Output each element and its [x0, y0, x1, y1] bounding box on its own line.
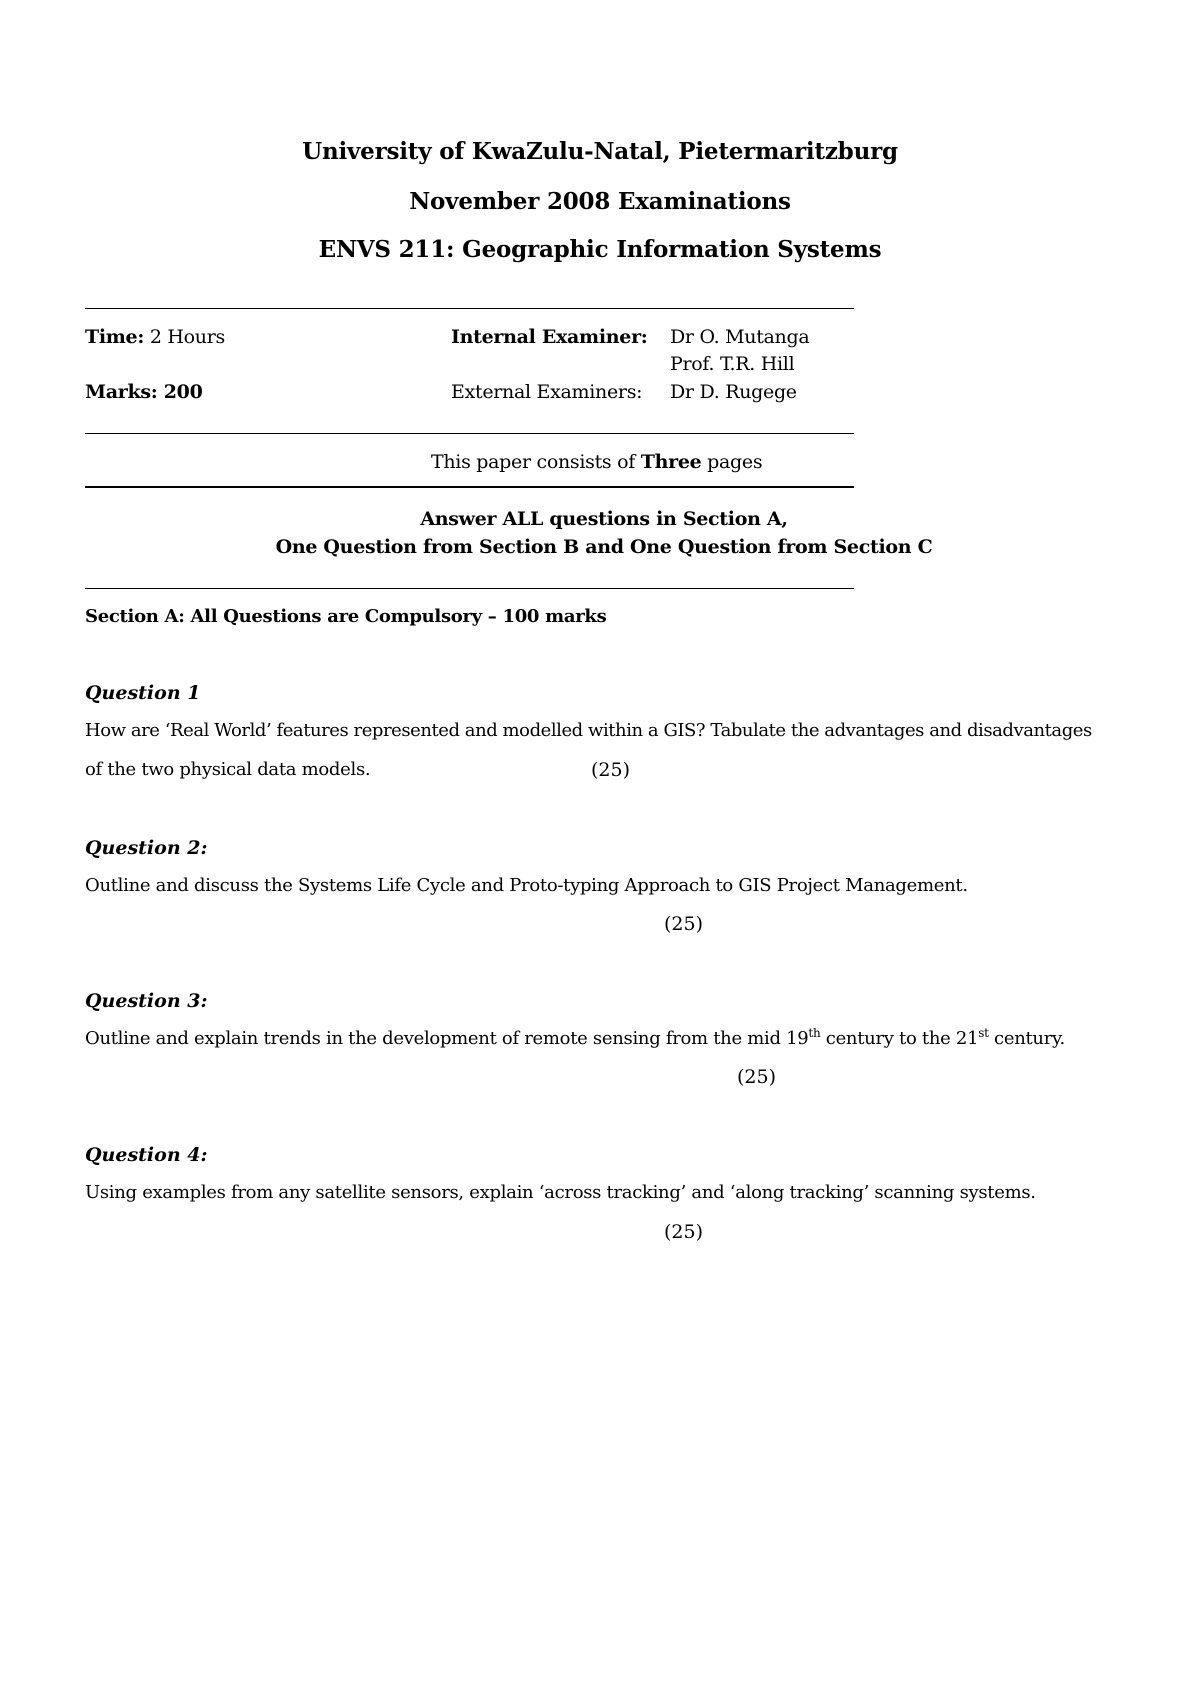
question-1-label: Question 1 [85, 682, 201, 704]
internal-examiner-label: Internal Examiner: [451, 326, 648, 348]
internal-examiner-1: Dr O. Mutanga [670, 326, 810, 348]
divider-bottom [85, 588, 854, 589]
pages-count: Three [640, 451, 702, 473]
question-1-text-line-1: How are ‘Real World’ features represented and modelled within a GIS? Tabulate the advantages and disadvantages [85, 720, 1092, 741]
question-2-label: Question 2: [85, 837, 208, 859]
question-2-marks: (25) [664, 913, 704, 935]
question-4-text: Using examples from any satellite sensors, explain ‘across tracking’ and ‘along tracking’ scanning systems. [85, 1182, 1036, 1203]
marks-label: Marks: [85, 381, 158, 403]
question-1-marks: (25) [591, 759, 631, 781]
external-examiner-name: Dr D. Rugege [670, 381, 797, 403]
external-examiner-label: External Examiners: [451, 381, 643, 403]
question-1-text-line-2: of the two physical data models. [85, 759, 371, 780]
marks-value: 200 [163, 381, 203, 403]
question-3-marks: (25) [737, 1066, 777, 1088]
instructions-line-1: Answer ALL questions in Section A, [420, 508, 788, 530]
pages-note [431, 451, 762, 473]
question-3-label: Question 3: [85, 990, 208, 1012]
university-title: University of KwaZulu-Natal, Pietermaritzburg [302, 138, 898, 165]
question-4-label: Question 4: [85, 1144, 208, 1166]
question-3-text [85, 1028, 1065, 1049]
internal-examiner-2: Prof. T.R. Hill [670, 353, 795, 375]
question-3-text-a: Outline and explain trends in the development of remote sensing from the mid 19 [85, 1028, 809, 1049]
divider-middle [85, 433, 854, 434]
pages-note-suffix: pages [707, 451, 763, 473]
course-title: ENVS 211: Geographic Information Systems [318, 236, 882, 263]
question-3-text-b: century to the 21 [820, 1028, 979, 1049]
time-value: 2 Hours [149, 326, 225, 348]
question-4-marks: (25) [664, 1221, 704, 1243]
question-2-text: Outline and discuss the Systems Life Cycle and Proto-typing Approach to GIS Project Management. [85, 875, 968, 896]
exam-session-title: November 2008 Examinations [409, 188, 791, 215]
question-3-sup-st: st [978, 1026, 989, 1040]
instructions-line-2: One Question from Section B and One Question from Section C [275, 536, 933, 558]
divider-thick [85, 486, 854, 488]
divider-top [85, 308, 854, 309]
time-row [85, 326, 225, 348]
marks-row [85, 381, 203, 403]
question-3-text-c: century. [988, 1028, 1065, 1049]
section-a-heading: Section A: All Questions are Compulsory – 100 marks [85, 606, 607, 627]
pages-note-prefix: This paper consists of [431, 451, 635, 473]
time-label: Time: [85, 326, 145, 348]
question-3-sup-th: th [808, 1026, 821, 1040]
